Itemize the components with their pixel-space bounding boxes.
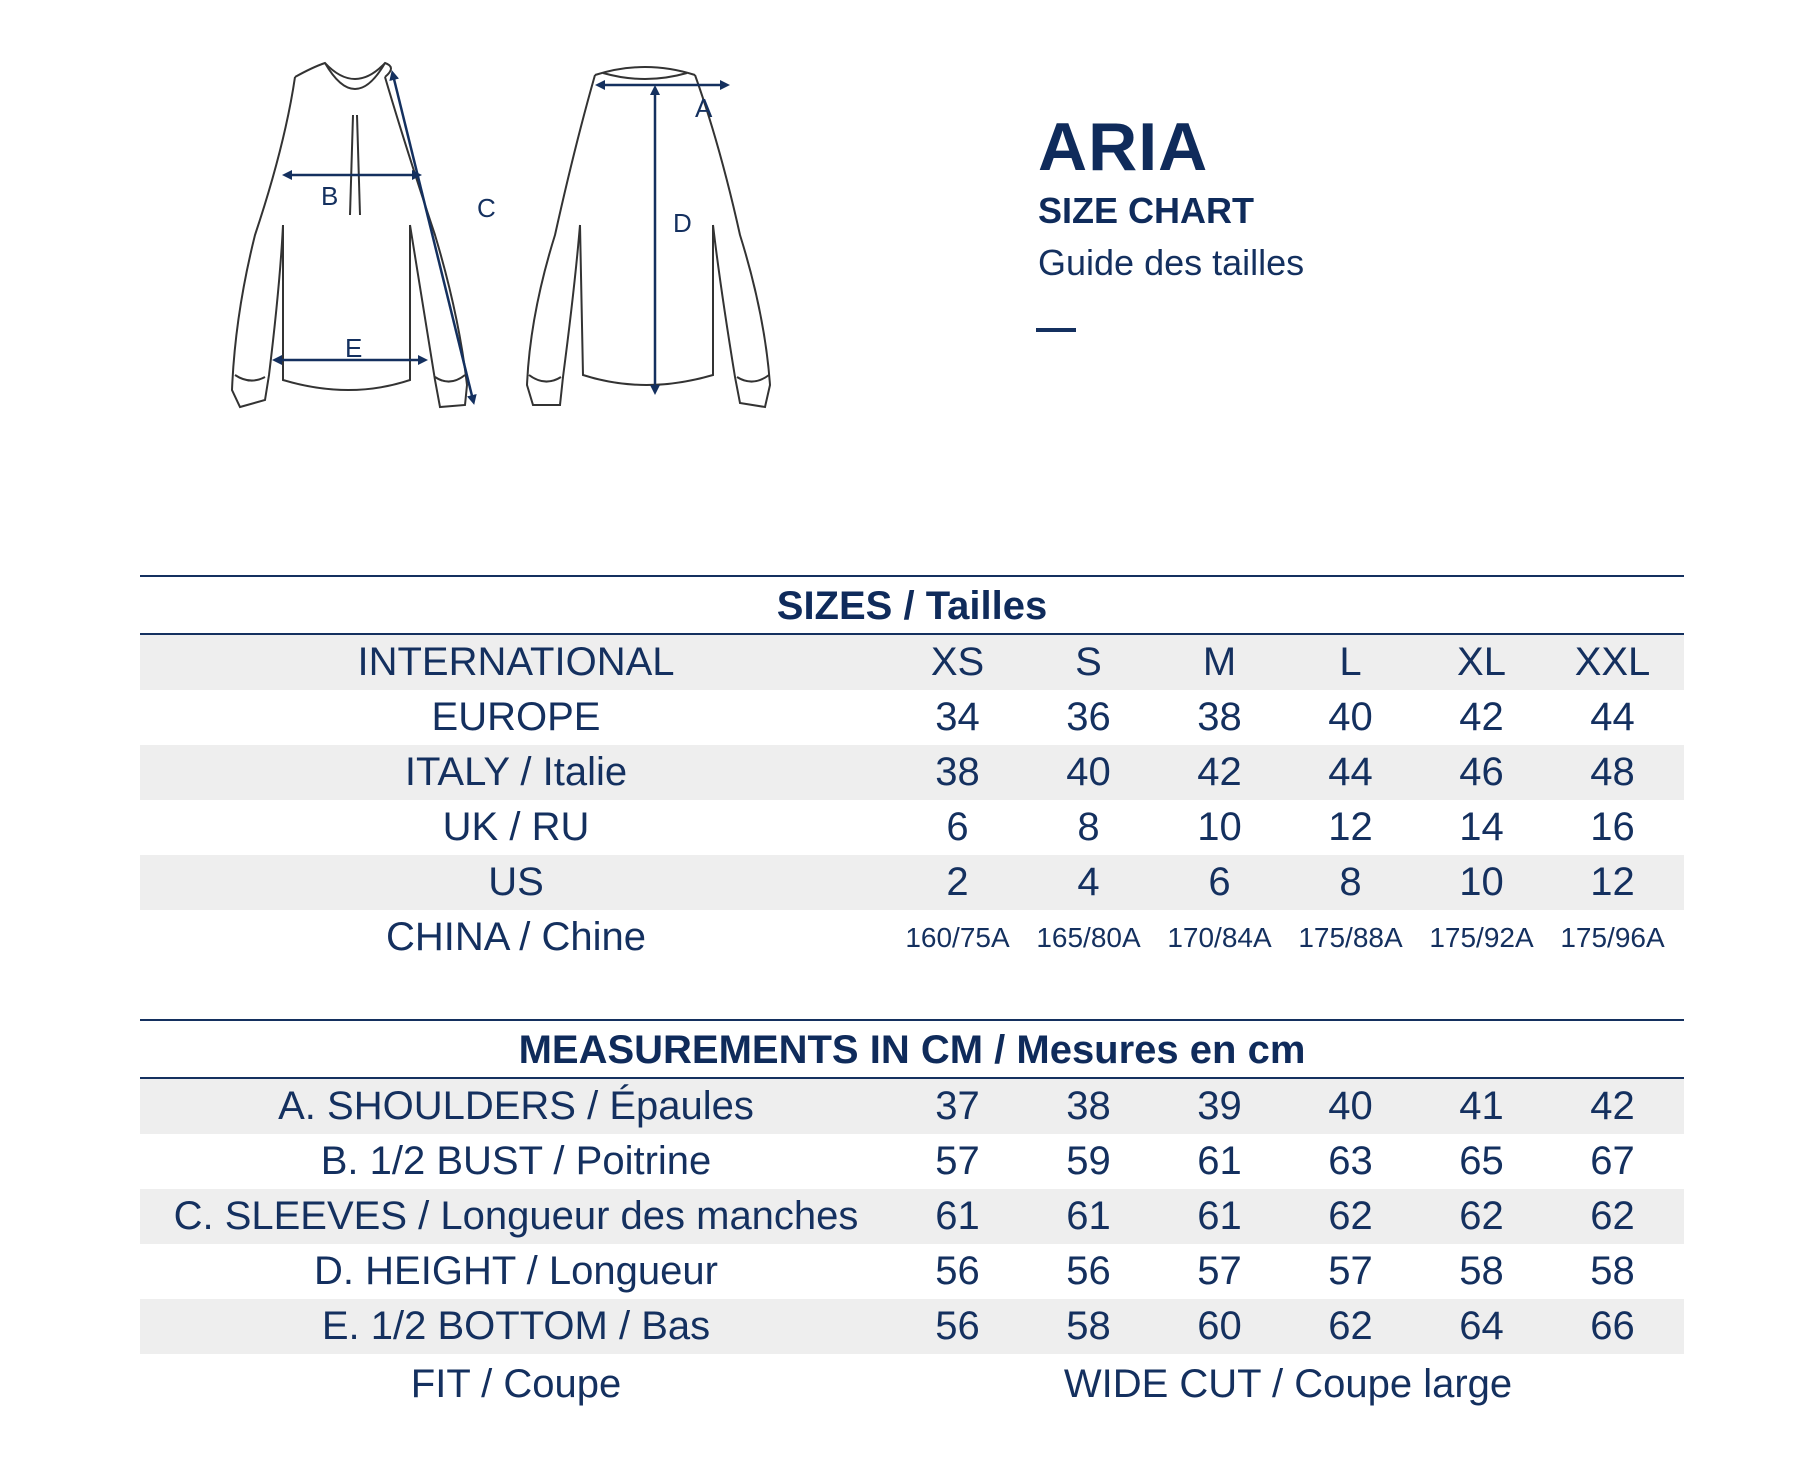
table-cell: S xyxy=(1075,640,1102,684)
fit-label: FIT / Coupe xyxy=(410,1361,622,1406)
table-cell: XXL xyxy=(1574,640,1651,684)
table-cell: 160/75A xyxy=(905,921,1010,953)
table-cell: 59 xyxy=(1066,1139,1111,1183)
table-cell: 57 xyxy=(1197,1249,1242,1293)
table-cell: 56 xyxy=(935,1304,980,1348)
sizes-title: SIZES / Tailles xyxy=(776,584,1048,628)
table-cell: 58 xyxy=(1066,1304,1111,1348)
table-cell: 16 xyxy=(1590,805,1635,849)
garment-sketch xyxy=(225,55,945,475)
table-cell: 34 xyxy=(935,695,980,739)
label-b: B xyxy=(321,181,339,211)
table-cell: 61 xyxy=(1066,1194,1111,1238)
row-label: B. 1/2 BUST / Poitrine xyxy=(320,1139,712,1183)
table-cell: 57 xyxy=(935,1139,980,1183)
table-cell: 40 xyxy=(1066,750,1111,794)
table-cell: 62 xyxy=(1590,1194,1635,1238)
row-label: E. 1/2 BOTTOM / Bas xyxy=(321,1304,711,1348)
table-cell: 63 xyxy=(1328,1139,1373,1183)
table-cell: L xyxy=(1339,640,1362,684)
table-cell: 65 xyxy=(1459,1139,1504,1183)
table-cell: 40 xyxy=(1328,1084,1373,1128)
label-e: E xyxy=(345,333,363,363)
table-cell: 61 xyxy=(1197,1139,1242,1183)
table-cell: 175/88A xyxy=(1298,921,1403,953)
table-cell: 165/80A xyxy=(1036,921,1141,953)
table-cell: 37 xyxy=(935,1084,980,1128)
measurements-table xyxy=(140,1019,1684,1414)
table-cell: 42 xyxy=(1459,695,1504,739)
table-cell: 61 xyxy=(935,1194,980,1238)
table-row xyxy=(140,800,1684,855)
table-cell: 175/96A xyxy=(1560,921,1665,953)
table-cell: 42 xyxy=(1197,750,1242,794)
size-chart-heading: SIZE CHART xyxy=(1038,190,1254,231)
table-cell: 8 xyxy=(1339,860,1362,904)
table-row xyxy=(140,690,1684,745)
table-row xyxy=(140,1134,1684,1189)
row-label: ITALY / Italie xyxy=(404,750,628,794)
table-cell: 6 xyxy=(946,805,969,849)
table-cell: 175/92A xyxy=(1429,921,1534,953)
table-cell: 4 xyxy=(1077,860,1100,904)
table-row xyxy=(140,1299,1684,1354)
table-row xyxy=(140,1244,1684,1299)
row-label: EUROPE xyxy=(431,695,601,739)
table-cell: 64 xyxy=(1459,1304,1504,1348)
table-row xyxy=(140,635,1684,690)
size-guide-subheading: Guide des tailles xyxy=(1038,242,1305,283)
table-cell: 10 xyxy=(1459,860,1504,904)
table-cell: 12 xyxy=(1590,860,1635,904)
table-cell: 14 xyxy=(1459,805,1504,849)
table-cell: 67 xyxy=(1590,1139,1635,1183)
table-cell: 57 xyxy=(1328,1249,1373,1293)
row-label: US xyxy=(488,860,544,904)
measure-c-arrow xyxy=(393,75,473,400)
label-c: C xyxy=(477,193,496,223)
label-d: D xyxy=(673,208,692,238)
table-cell: 38 xyxy=(1197,695,1242,739)
table-cell: 58 xyxy=(1590,1249,1635,1293)
table-row xyxy=(140,1189,1684,1244)
table-cell: 61 xyxy=(1197,1194,1242,1238)
row-label: UK / RU xyxy=(442,805,590,849)
measurements-title: MEASUREMENTS IN CM / Mesures en cm xyxy=(518,1028,1306,1072)
table-cell: 42 xyxy=(1590,1084,1635,1128)
table-cell: 60 xyxy=(1197,1304,1242,1348)
table-cell: 44 xyxy=(1590,695,1635,739)
sizes-table xyxy=(140,575,1684,965)
table-cell: 56 xyxy=(1066,1249,1111,1293)
fit-row xyxy=(140,1354,1684,1414)
row-label: C. SLEEVES / Longueur des manches xyxy=(173,1194,859,1238)
table-cell: 38 xyxy=(1066,1084,1111,1128)
table-cell: 10 xyxy=(1197,805,1242,849)
back-view xyxy=(527,67,770,407)
table-cell: 62 xyxy=(1328,1304,1373,1348)
table-cell: 66 xyxy=(1590,1304,1635,1348)
table-cell: M xyxy=(1202,640,1237,684)
table-cell: XL xyxy=(1457,640,1506,684)
table-cell: 46 xyxy=(1459,750,1504,794)
table-cell: XS xyxy=(930,640,985,684)
row-label: INTERNATIONAL xyxy=(357,640,675,684)
label-a: A xyxy=(695,93,713,123)
table-cell: 41 xyxy=(1459,1084,1504,1128)
table-row xyxy=(140,910,1684,965)
table-cell: 62 xyxy=(1459,1194,1504,1238)
table-row xyxy=(140,1079,1684,1134)
table-cell: 170/84A xyxy=(1167,921,1272,953)
row-label: A. SHOULDERS / Épaules xyxy=(278,1084,754,1128)
table-cell: 2 xyxy=(946,860,969,904)
table-cell: 48 xyxy=(1590,750,1635,794)
title-divider xyxy=(1036,328,1076,332)
table-cell: 12 xyxy=(1328,805,1373,849)
table-cell: 44 xyxy=(1328,750,1373,794)
table-cell: 38 xyxy=(935,750,980,794)
product-title: ARIA xyxy=(1038,109,1209,185)
table-row xyxy=(140,855,1684,910)
row-label: D. HEIGHT / Longueur xyxy=(314,1249,718,1293)
table-cell: 62 xyxy=(1328,1194,1373,1238)
row-label: CHINA / Chine xyxy=(385,915,647,959)
table-cell: 40 xyxy=(1328,695,1373,739)
table-cell: 6 xyxy=(1208,860,1231,904)
fit-value: WIDE CUT / Coupe large xyxy=(1063,1361,1513,1406)
table-cell: 36 xyxy=(1066,695,1111,739)
table-cell: 8 xyxy=(1077,805,1100,849)
table-cell: 39 xyxy=(1197,1084,1242,1128)
table-row xyxy=(140,745,1684,800)
table-cell: 58 xyxy=(1459,1249,1504,1293)
table-cell: 56 xyxy=(935,1249,980,1293)
